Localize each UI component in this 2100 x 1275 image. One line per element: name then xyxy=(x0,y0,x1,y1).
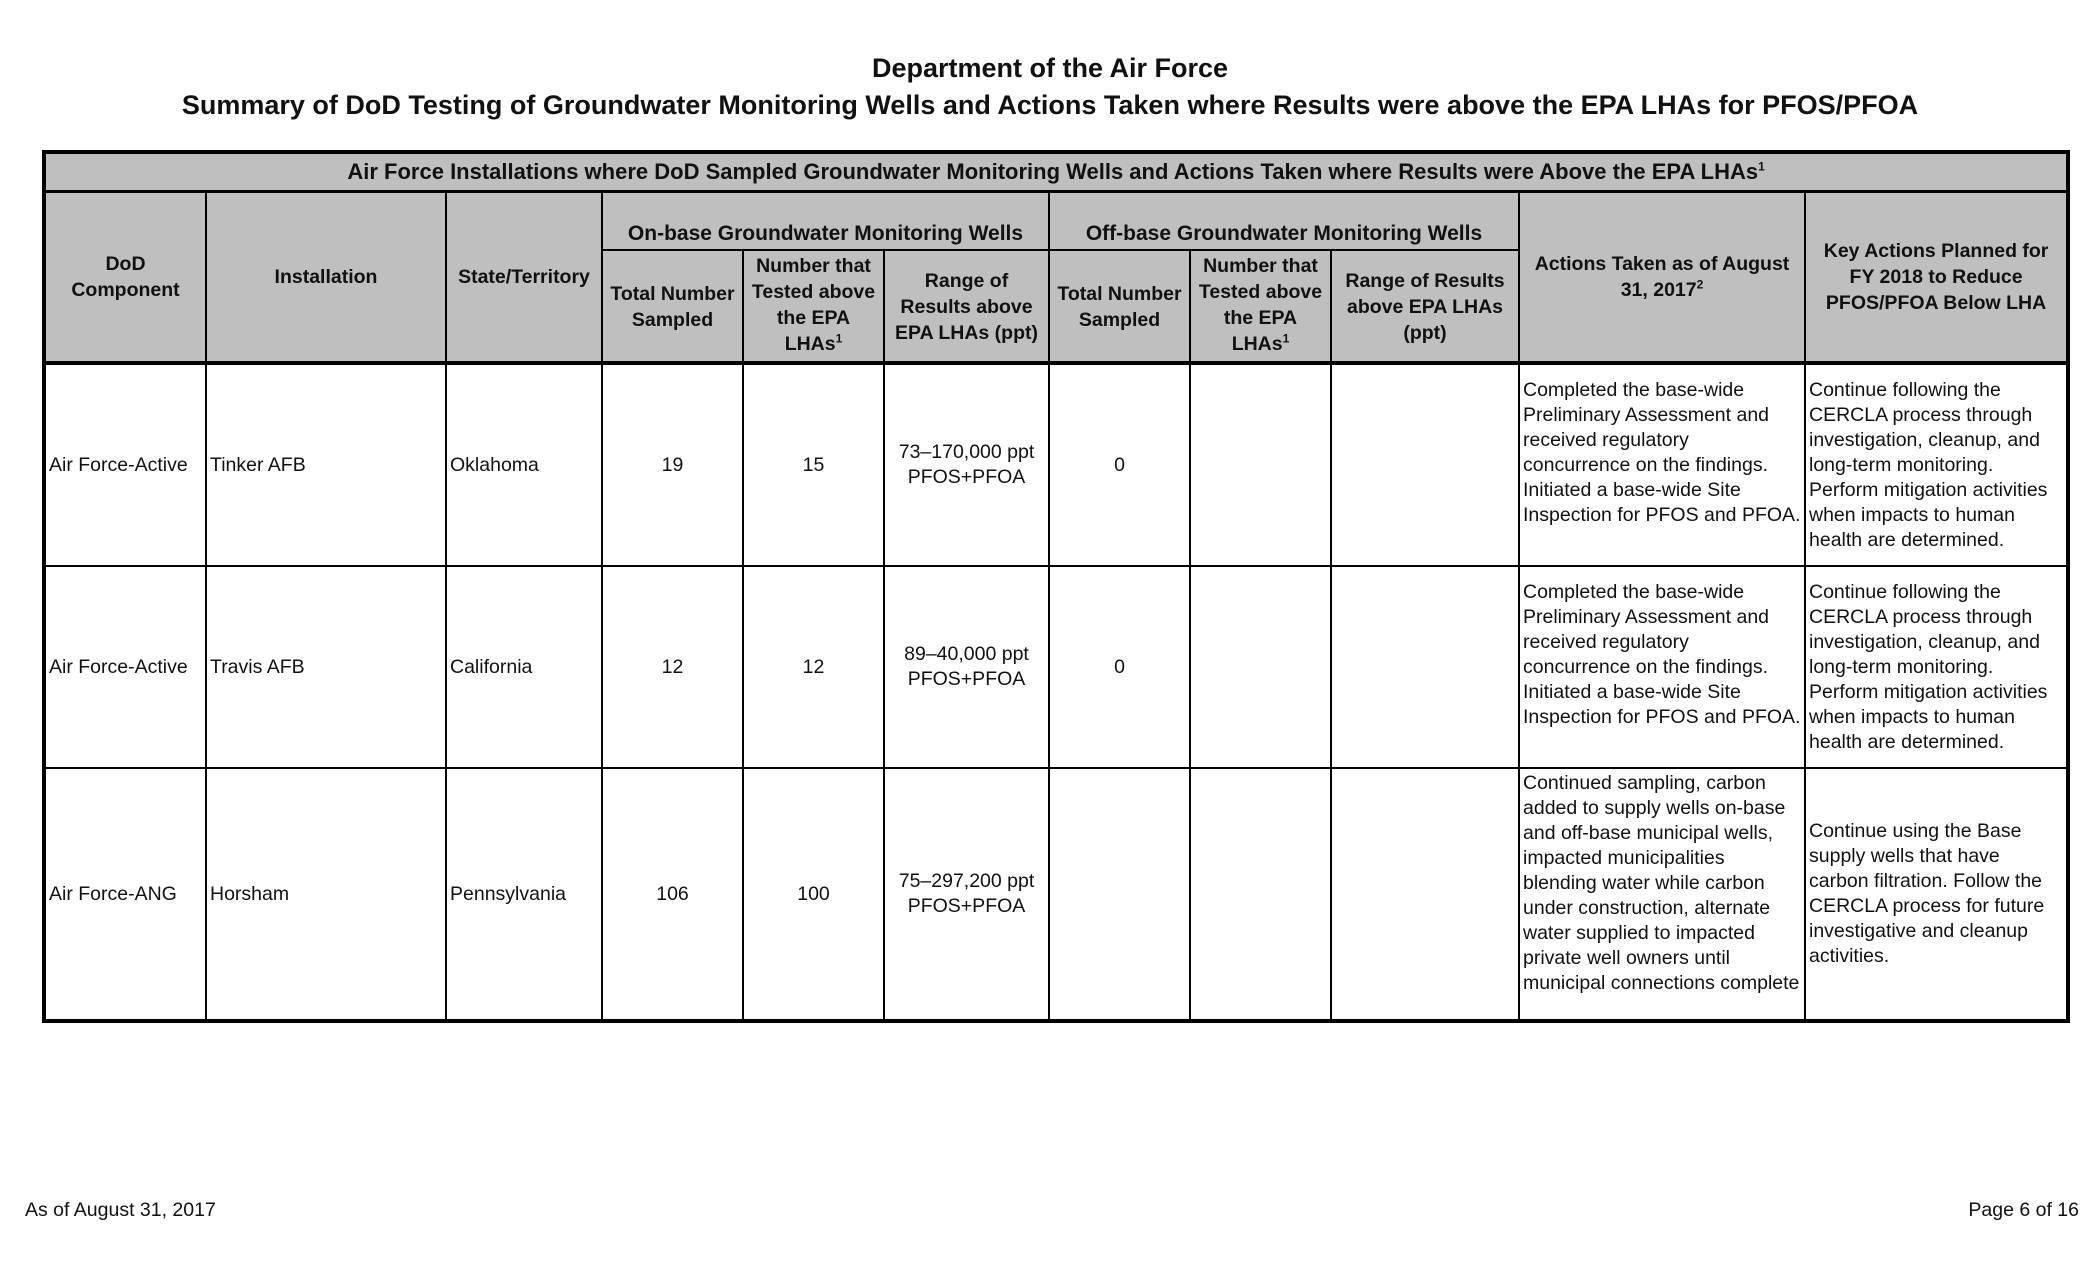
cell-off-total: 0 xyxy=(1049,363,1190,566)
header-actions-taken xyxy=(1519,192,1805,364)
cell-off-total: 0 xyxy=(1049,566,1190,768)
footer-as-of-date: As of August 31, 2017 xyxy=(25,1199,216,1221)
cell-actions-taken: Continued sampling, carbon added to supply wells on-base and off-base municipal wells, impacted municipalities blending water while carbon under construction, alternate water supplied to impacted private well owners until municipal connections complete xyxy=(1519,768,1805,1021)
header-dod-component: DoD Component xyxy=(44,192,206,364)
header-on-range: Range of Results above EPA LHAs (ppt) xyxy=(884,250,1049,363)
cell-on-range: 73–170,000 ppt PFOS+PFOA xyxy=(884,363,1049,566)
cell-key-actions: Continue following the CERCLA process through investigation, cleanup, and long-term monitoring. Perform mitigation activities when impacts to human health are determined. xyxy=(1805,363,2068,566)
document-title: Department of the Air Force xyxy=(871,53,1229,83)
header-on-base-group: On-base Groundwater Monitoring Wells xyxy=(602,192,1049,251)
table-banner-text: Air Force Installations where DoD Sampled Groundwater Monitoring Wells and Actions Taken where Results were Above the EPA LHAs xyxy=(347,159,1759,184)
cell-off-range xyxy=(1331,768,1519,1021)
cell-on-above: 15 xyxy=(743,363,884,566)
cell-installation: Travis AFB xyxy=(206,566,446,768)
cell-on-total: 19 xyxy=(602,363,743,566)
document-header xyxy=(0,50,2100,124)
header-off-number-above-text: Number that Tested above the EPA LHAs xyxy=(1198,255,1323,355)
on-number-above-footnote: 1 xyxy=(835,331,843,346)
document-subtitle: Summary of DoD Testing of Groundwater Monitoring Wells and Actions Taken where Results were above the EPA LHAs for PFOS/PFOA xyxy=(181,90,1919,120)
header-off-number-above xyxy=(1190,250,1331,363)
cell-state: Pennsylvania xyxy=(446,768,602,1021)
cell-off-total xyxy=(1049,768,1190,1021)
cell-off-above xyxy=(1190,566,1331,768)
table-row xyxy=(44,363,2068,566)
cell-key-actions: Continue using the Base supply wells that have carbon filtration. Follow the CERCLA process for future investigative and cleanup activities. xyxy=(1805,768,2068,1021)
header-installation: Installation xyxy=(206,192,446,364)
header-off-range: Range of Results above EPA LHAs (ppt) xyxy=(1331,250,1519,363)
cell-off-above xyxy=(1190,768,1331,1021)
header-on-total-sampled: Total Number Sampled xyxy=(602,250,743,363)
cell-on-above: 12 xyxy=(743,566,884,768)
cell-on-above: 100 xyxy=(743,768,884,1021)
cell-installation: Horsham xyxy=(206,768,446,1021)
installations-table xyxy=(42,150,2070,1023)
header-on-number-above xyxy=(743,250,884,363)
table-banner xyxy=(44,152,2068,192)
cell-component: Air Force-ANG xyxy=(44,768,206,1021)
banner-footnote: 1 xyxy=(1758,159,1765,174)
header-actions-taken-text: Actions Taken as of August 31, 2017 xyxy=(1534,253,1790,301)
header-key-actions: Key Actions Planned for FY 2018 to Reduce PFOS/PFOA Below LHA xyxy=(1805,192,2068,364)
actions-taken-footnote: 2 xyxy=(1696,277,1704,292)
cell-installation: Tinker AFB xyxy=(206,363,446,566)
cell-on-range: 89–40,000 ppt PFOS+PFOA xyxy=(884,566,1049,768)
cell-on-range: 75–297,200 ppt PFOS+PFOA xyxy=(884,768,1049,1021)
cell-off-range xyxy=(1331,363,1519,566)
header-state-territory: State/Territory xyxy=(446,192,602,364)
cell-actions-taken: Completed the base-wide Preliminary Assessment and received regulatory concurrence on the findings. Initiated a base-wide Site Inspection for PFOS and PFOA. xyxy=(1519,566,1805,768)
cell-state: Oklahoma xyxy=(446,363,602,566)
cell-on-total: 12 xyxy=(602,566,743,768)
off-number-above-footnote: 1 xyxy=(1282,331,1290,346)
cell-state: California xyxy=(446,566,602,768)
header-off-total-sampled: Total Number Sampled xyxy=(1049,250,1190,363)
header-on-number-above-text: Number that Tested above the EPA LHAs xyxy=(751,255,876,355)
table-row xyxy=(44,768,2068,1021)
footer-page-number: Page 6 of 16 xyxy=(1968,1199,2079,1221)
header-off-base-group: Off-base Groundwater Monitoring Wells xyxy=(1049,192,1519,251)
cell-actions-taken: Completed the base-wide Preliminary Assessment and received regulatory concurrence on the findings. Initiated a base-wide Site Inspection for PFOS and PFOA. xyxy=(1519,363,1805,566)
cell-off-above xyxy=(1190,363,1331,566)
table-row xyxy=(44,566,2068,768)
cell-off-range xyxy=(1331,566,1519,768)
cell-component: Air Force-Active xyxy=(44,566,206,768)
cell-on-total: 106 xyxy=(602,768,743,1021)
cell-key-actions: Continue following the CERCLA process through investigation, cleanup, and long-term monitoring. Perform mitigation activities when impacts to human health are determined. xyxy=(1805,566,2068,768)
cell-component: Air Force-Active xyxy=(44,363,206,566)
